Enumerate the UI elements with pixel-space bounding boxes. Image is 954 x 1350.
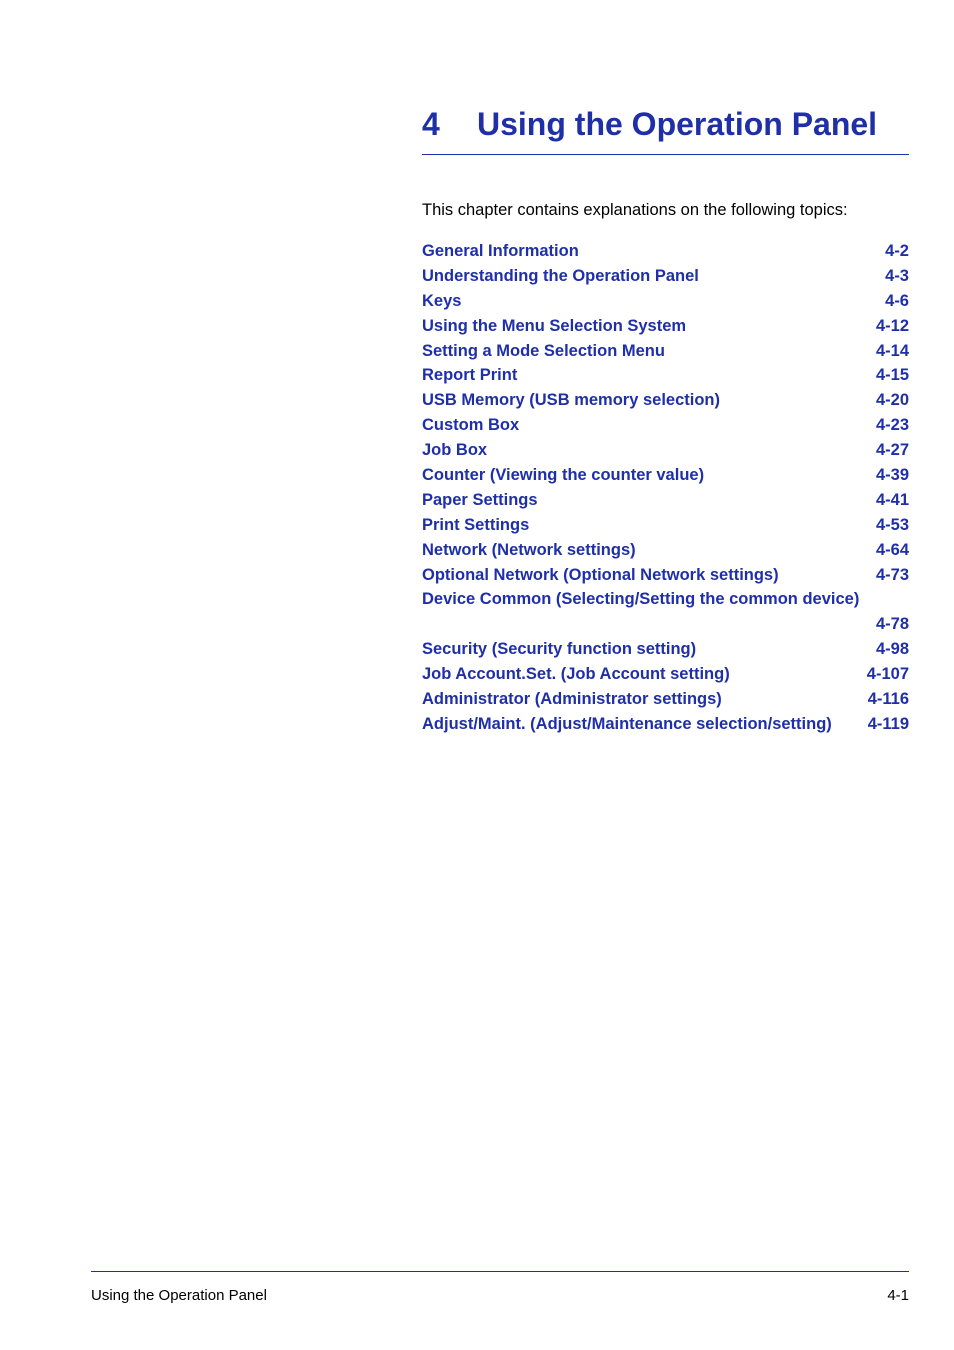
toc-title: Understanding the Operation Panel: [422, 266, 699, 285]
toc-link-usb-memory[interactable]: [422, 388, 909, 413]
toc-link-print-settings[interactable]: [422, 513, 909, 538]
toc-title: General Information: [422, 242, 579, 260]
toc-title: Report Print: [422, 366, 518, 385]
toc-link-report-print[interactable]: [422, 363, 909, 388]
toc-page-number: 4-98: [875, 640, 909, 659]
intro-text: This chapter contains explanations on the following topics:: [422, 201, 848, 219]
toc-title: Job Box: [422, 441, 488, 460]
footer-page-number: 4-1: [887, 1287, 909, 1304]
toc-title: Network (Network settings): [422, 540, 636, 559]
toc-title: Using the Menu Selection System: [422, 316, 687, 335]
toc-link-security[interactable]: [422, 637, 909, 662]
toc-title: USB Memory (USB memory selection): [422, 391, 720, 410]
toc-link-job-box[interactable]: [422, 438, 909, 463]
toc-page-number: 4-119: [867, 714, 909, 733]
toc-link-keys[interactable]: [422, 289, 909, 314]
toc-title: Paper Settings: [422, 490, 538, 509]
toc-page-number: 4-3: [885, 266, 909, 285]
chapter-heading: [422, 100, 909, 155]
toc-link-network[interactable]: [422, 538, 909, 563]
toc-title: Administrator (Administrator settings): [422, 690, 722, 709]
toc-page-number: 4-6: [885, 291, 909, 310]
toc-title: Job Account.Set. (Job Account setting): [422, 665, 730, 684]
toc-page-number: 4-107: [866, 665, 909, 684]
toc-title: Optional Network (Optional Network settings): [422, 565, 779, 584]
toc-link-general-information[interactable]: [422, 239, 909, 264]
toc-page-number: 4-15: [875, 366, 909, 385]
toc-page-number: 4-78: [875, 615, 909, 634]
toc-link-administrator[interactable]: [422, 687, 909, 712]
toc-page-number: 4-12: [875, 316, 909, 335]
toc-link-paper-settings[interactable]: [422, 488, 909, 513]
toc-title: Counter (Viewing the counter value): [422, 466, 705, 485]
toc-title: Custom Box: [422, 416, 520, 435]
toc-page-number: 4-53: [875, 515, 909, 534]
toc-link-mode-selection-menu[interactable]: [422, 339, 909, 364]
toc-title: Setting a Mode Selection Menu: [422, 341, 665, 360]
toc-title: Security (Security function setting): [422, 640, 697, 659]
toc-link-counter[interactable]: [422, 463, 909, 488]
toc-link-custom-box[interactable]: [422, 413, 909, 438]
toc-page-number: 4-64: [875, 540, 909, 559]
toc-title: Print Settings: [422, 515, 530, 534]
toc-link-job-account-set[interactable]: [422, 662, 909, 687]
chapter-title: Using the Operation Panel: [477, 106, 878, 142]
toc-page-number: 4-20: [875, 391, 909, 410]
toc-page-number: 4-27: [875, 441, 909, 460]
footer-divider: [91, 1271, 909, 1272]
toc-title: Device Common (Selecting/Setting the common device): [422, 590, 860, 609]
toc-page-number: 4-39: [875, 466, 909, 485]
toc-link-device-common[interactable]: [422, 587, 909, 637]
toc-link-menu-selection-system[interactable]: [422, 314, 909, 339]
table-of-contents: [422, 239, 909, 737]
footer-chapter-title: Using the Operation Panel: [91, 1287, 267, 1304]
toc-link-adjust-maint[interactable]: [422, 712, 909, 737]
chapter-number: 4: [422, 106, 440, 142]
toc-link-understanding-operation-panel[interactable]: [422, 264, 909, 289]
toc-title: Keys: [422, 291, 462, 310]
toc-page-number: 4-2: [885, 242, 909, 260]
toc-title: Adjust/Maint. (Adjust/Maintenance selection/setting): [422, 714, 832, 733]
toc-page-number: 4-73: [875, 565, 909, 584]
toc-page-number: 4-23: [875, 416, 909, 435]
toc-page-number: 4-116: [867, 690, 909, 709]
toc-link-optional-network[interactable]: [422, 563, 909, 588]
toc-page-number: 4-14: [875, 341, 909, 360]
toc-page-number: 4-41: [875, 490, 909, 509]
